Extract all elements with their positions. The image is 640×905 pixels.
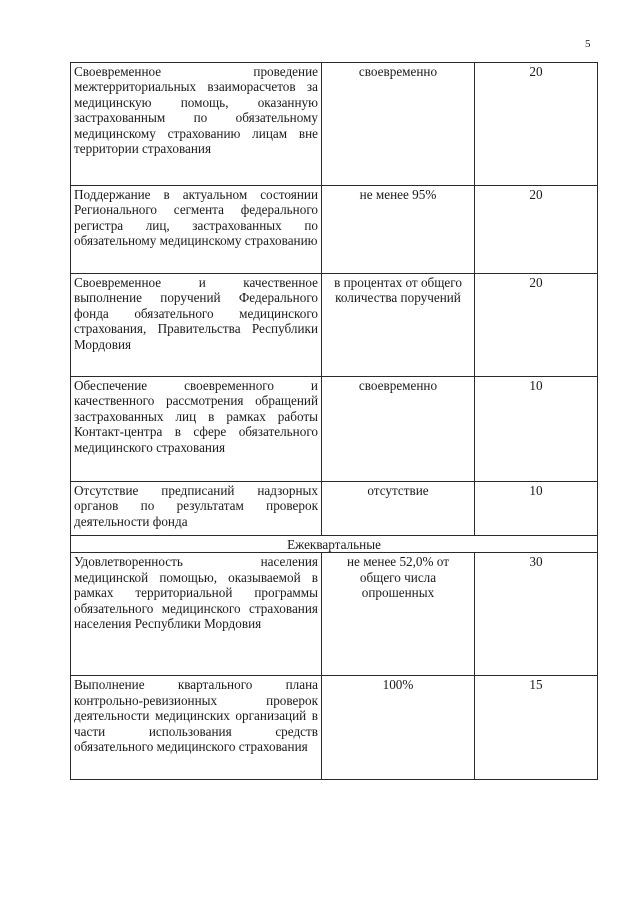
table-row bbox=[71, 482, 598, 536]
indicator-cell: Поддержание в актуальном состоянии Регионального сегмента федерального регистра лиц, застрахованных по обязательному медицинскому страхованию bbox=[71, 186, 322, 274]
section-label: Ежеквартальные bbox=[71, 536, 598, 553]
table-row bbox=[71, 274, 598, 377]
weight-cell: 30 bbox=[475, 553, 598, 676]
weight-cell: 20 bbox=[475, 63, 598, 186]
criterion-cell: своевременно bbox=[322, 377, 475, 482]
criterion-cell: не менее 52,0% от общего числа опрошенных bbox=[322, 553, 475, 676]
indicator-cell: Своевременное проведение межтерриториальных взаиморасчетов за медицинскую помощь, оказанную застрахованным по обязательному медицинскому страхованию лицам вне территории страхования bbox=[71, 63, 322, 186]
table-row bbox=[71, 553, 598, 676]
indicator-cell: Отсутствие предписаний надзорных органов по результатам проверок деятельности фонда bbox=[71, 482, 322, 536]
indicator-cell: Удовлетворенность населения медицинской помощью, оказываемой в рамках территориальной программы обязательного медицинского страхования населения Республики Мордовия bbox=[71, 553, 322, 676]
indicator-cell: Своевременное и качественное выполнение поручений Федерального фонда обязательного медицинского страхования, Правительства Республики Мордовия bbox=[71, 274, 322, 377]
table-row bbox=[71, 63, 598, 186]
weight-cell: 20 bbox=[475, 186, 598, 274]
page-number: 5 bbox=[585, 38, 591, 50]
weight-cell: 10 bbox=[475, 377, 598, 482]
section-row bbox=[71, 536, 598, 553]
indicator-cell: Выполнение квартального плана контрольно-ревизионных проверок деятельности медицинских организаций в части использования средств обязательного медицинского страхования bbox=[71, 676, 322, 780]
criterion-cell: отсутствие bbox=[322, 482, 475, 536]
table-row bbox=[71, 676, 598, 780]
indicator-cell: Обеспечение своевременного и качественного рассмотрения обращений застрахованных лиц в рамках работы Контакт-центра в сфере обязательного медицинского страхования bbox=[71, 377, 322, 482]
criterion-cell: своевременно bbox=[322, 63, 475, 186]
table-row bbox=[71, 186, 598, 274]
criterion-cell: не менее 95% bbox=[322, 186, 475, 274]
weight-cell: 20 bbox=[475, 274, 598, 377]
indicators-table bbox=[70, 62, 598, 780]
weight-cell: 15 bbox=[475, 676, 598, 780]
criterion-cell: 100% bbox=[322, 676, 475, 780]
criterion-cell: в процентах от общего количества поручений bbox=[322, 274, 475, 377]
table-row bbox=[71, 377, 598, 482]
weight-cell: 10 bbox=[475, 482, 598, 536]
